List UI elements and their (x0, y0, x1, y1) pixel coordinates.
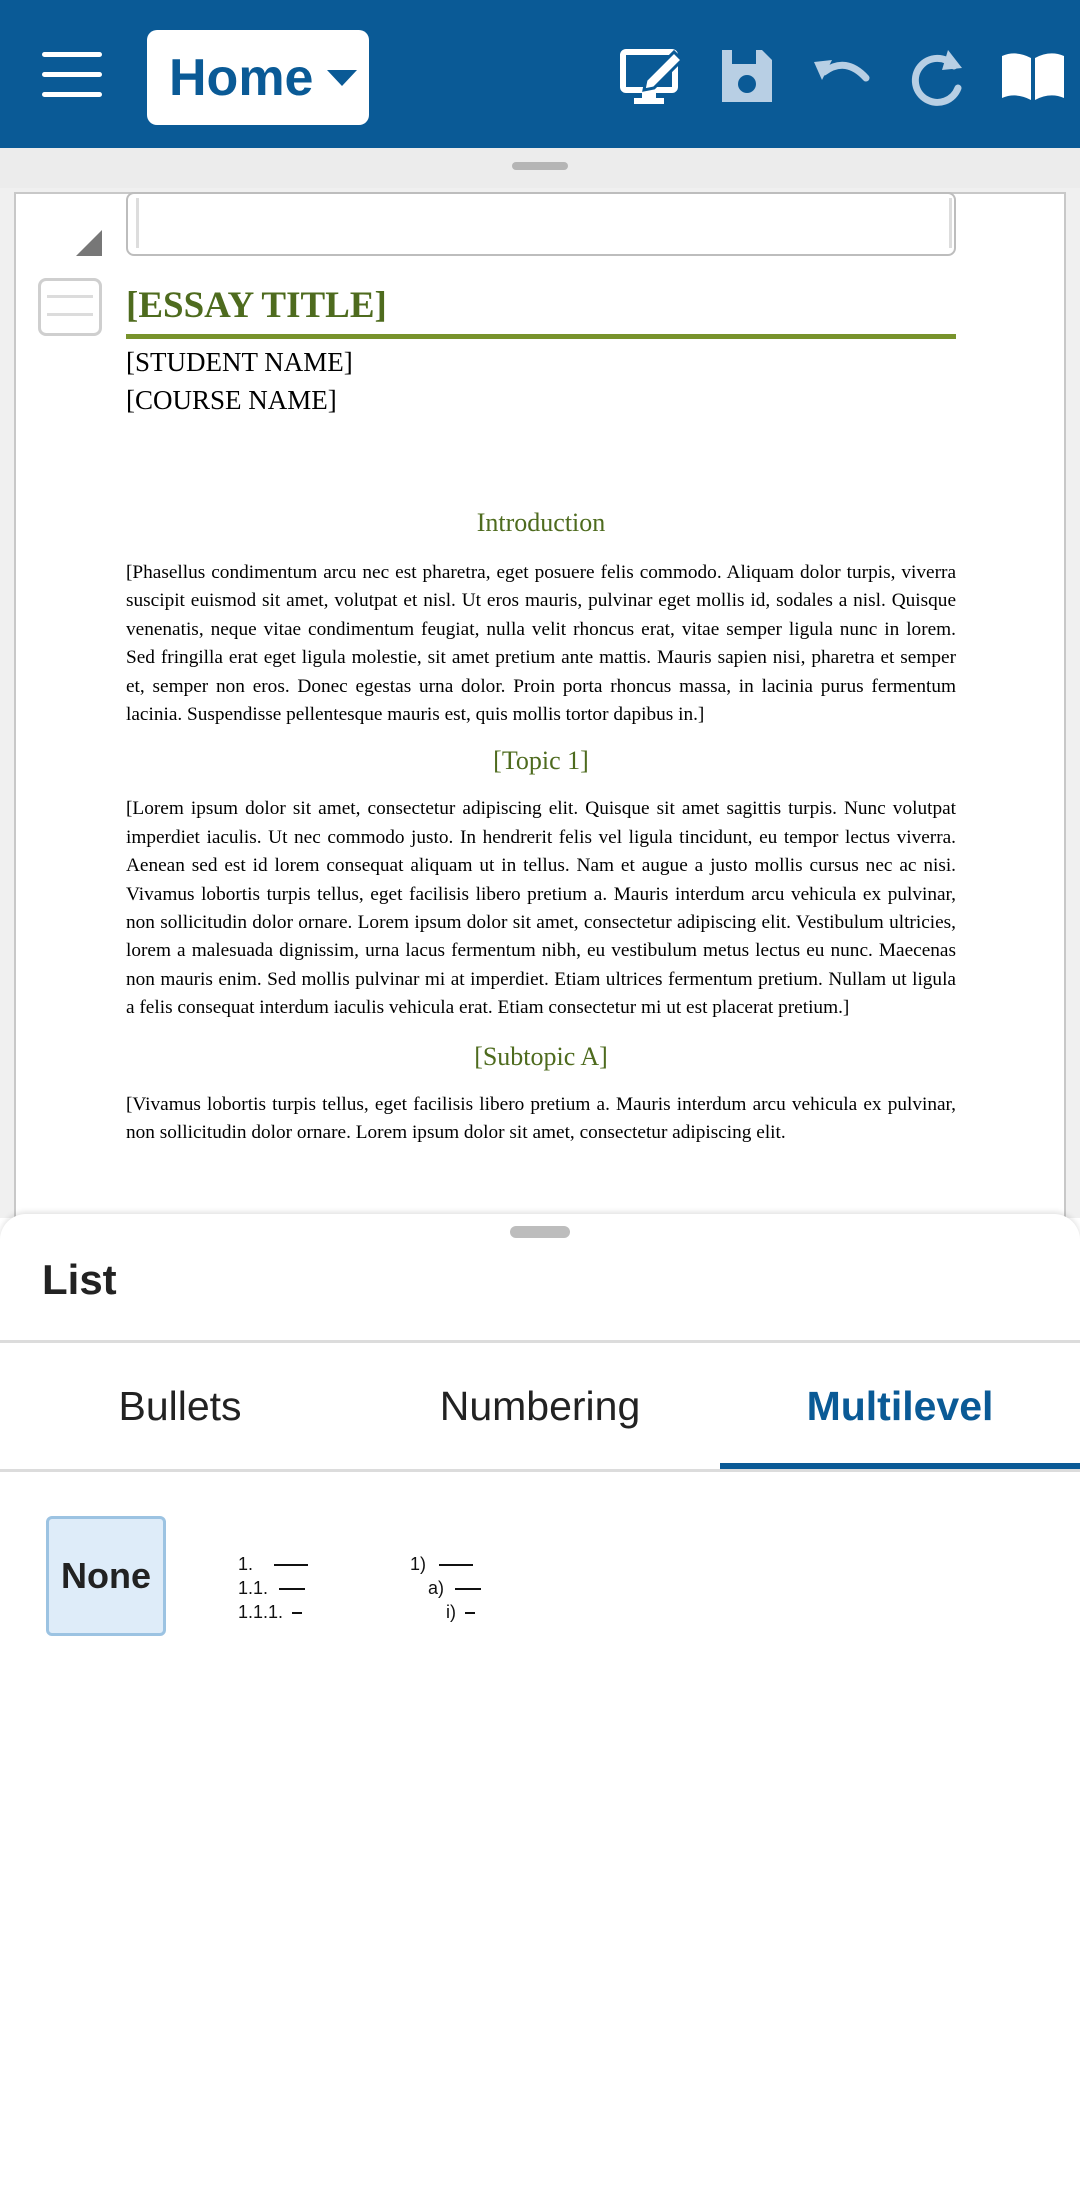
level-2-label: 1.1. (238, 1578, 269, 1598)
essay-title[interactable]: [ESSAY TITLE] (126, 284, 956, 339)
undo-icon[interactable] (808, 44, 878, 108)
document-page[interactable] (14, 192, 1066, 1232)
page-corner-marker-icon (76, 230, 102, 256)
save-icon[interactable] (712, 44, 782, 108)
divider (0, 1469, 1080, 1472)
list-tabs (0, 1343, 1080, 1469)
hamburger-menu-icon[interactable] (42, 52, 102, 98)
tab-numbering[interactable]: Numbering (439, 1382, 641, 1429)
level-2-label: a) (428, 1578, 445, 1598)
ruler-strip (0, 148, 1080, 188)
ruler-drag-handle[interactable] (512, 162, 568, 170)
home-tab-dropdown[interactable] (147, 30, 369, 125)
multilevel-alpha-option[interactable] (410, 1516, 550, 1636)
redo-icon[interactable] (904, 44, 974, 108)
level-1-label: 1. (238, 1554, 254, 1574)
sheet-drag-handle[interactable] (510, 1226, 570, 1238)
topic-paragraph[interactable]: [Lorem ipsum dolor sit amet, consectetur adipiscing elit. Quisque sit amet sagittis turpis. Nunc volutpat imperdiet iaculis. Ut nec commodo justo. In hendrerit felis vel ligula tincidunt, eu tempor lectus viverra. Aenean sed est id lorem consequat aliquam ut in tellus. Nam et augue a justo mollis cursus nec ac nisi. Vivamus lobortis turpis tellus, eget facilisis libero pretium a. Mauris interdum arcu vehicula ex pulvinar, non sollicitudin dolor ornare. Lorem ipsum dolor sit amet, consectetur adipiscing elit. Vestibulum ultricies, lorem a malesuada dignissim, urna lacus fermentum nibh, eu vestibulum metus lectus eu nunc. Maecenas non mauris enim. Sed mollis pulvinar mi at imperdiet. Etiam ultrices fermentum pretium. Nullam ut ligula a felis consequat interdum iaculis vehicula erat. Etiam consectetur mi ut est placerat pretium.] (126, 798, 956, 1019)
introduction-paragraph[interactable]: [Phasellus condimentum arcu nec est pharetra, eget posuere felis commodo. Aliquam dolor turpis, viverra suscipit euismod sit amet, volutpat et nisl. Ut eros mauris, pulvinar eget mollis id, sodales a nisl. Quisque venenatis, neque vitae condimentum feugiat, nulla velit rhoncus erat, vitae semper ligula nunc in lorem. Sed fringilla erat eget ligula molestie, sit amet pretium ante mattis. Mauris sapien nisi, pharetra et semper et, semper non eros. Donec egestas urna dolor. Proin porta rhoncus massa, in lacinia purus fermentum lacinia. Suspendisse pellentesque mauris est, quis mollis tortor dapibus in.] (126, 562, 956, 726)
level-3-label: i) (446, 1602, 456, 1622)
document-content[interactable] (126, 284, 956, 1148)
level-3-label: 1.1.1. (238, 1602, 284, 1622)
chevron-down-icon (327, 70, 357, 86)
app-bar (0, 0, 1080, 148)
multilevel-numeric-option[interactable] (238, 1516, 378, 1636)
list-bottom-sheet (0, 1214, 1080, 2187)
multilevel-none-option[interactable]: None (46, 1516, 166, 1636)
course-name[interactable]: [COURSE NAME] (126, 385, 337, 415)
sheet-title: List (42, 1256, 117, 1303)
topic-heading[interactable]: [Topic 1] (493, 746, 589, 776)
document-area[interactable] (0, 188, 1080, 1218)
edit-screen-icon[interactable] (618, 44, 688, 108)
tab-bullets[interactable]: Bullets (118, 1382, 242, 1429)
student-name[interactable]: [STUDENT NAME] (126, 347, 353, 377)
introduction-heading[interactable]: Introduction (476, 508, 606, 537)
subtopic-heading[interactable]: [Subtopic A] (474, 1041, 608, 1071)
level-1-label: 1) (410, 1554, 427, 1574)
paragraph-style-icon[interactable] (38, 278, 102, 336)
subtopic-paragraph[interactable]: [Vivamus lobortis turpis tellus, eget facilisis libero pretium a. Mauris interdum arcu vehicula ex pulvinar, non sollicitudin dolor ornare. Lorem ipsum dolor sit amet, consectetur adipiscing elit. (126, 1093, 956, 1144)
home-tab-label: Home (169, 48, 314, 107)
reading-mode-icon[interactable] (998, 44, 1068, 108)
tab-multilevel[interactable]: Multilevel (806, 1382, 994, 1429)
page-header-area[interactable] (126, 192, 956, 256)
